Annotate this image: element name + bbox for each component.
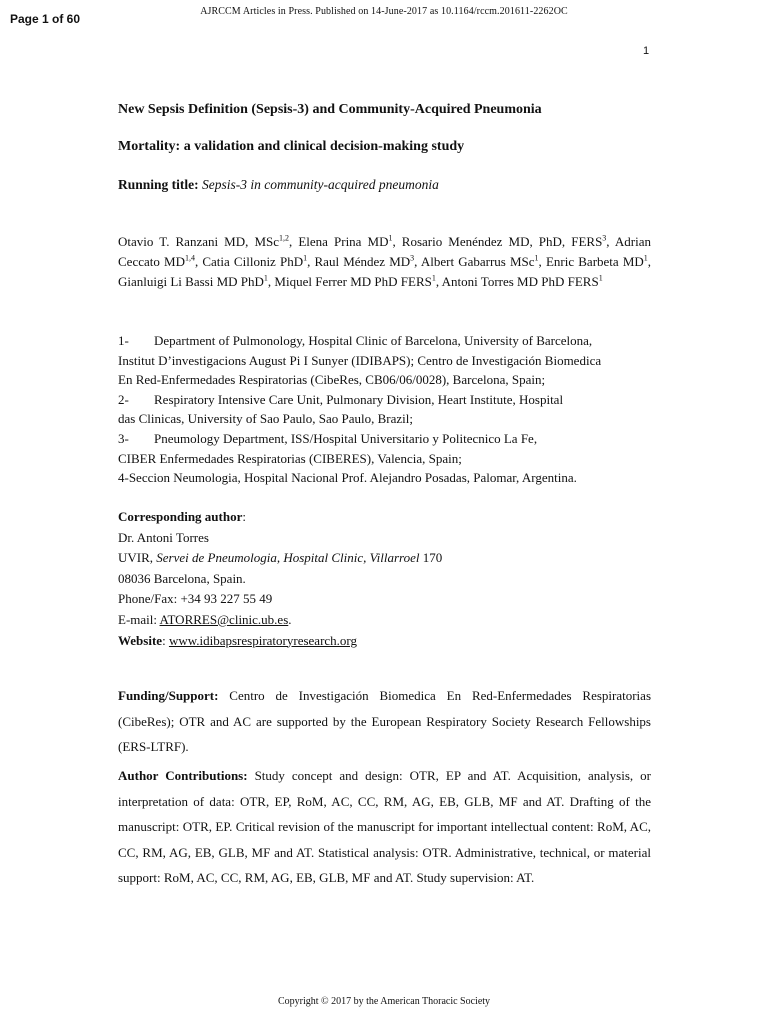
email-end: . <box>288 611 292 627</box>
author-name: Rosario Menéndez MD, PhD, FERS <box>401 234 603 249</box>
author-name: Gianluigi Li Bassi MD PhD <box>118 274 264 289</box>
website-row <box>118 631 651 652</box>
page-number: 1 <box>643 45 650 57</box>
contributions-label: Author Contributions: <box>118 768 248 783</box>
author-name: Enric Barbeta MD <box>545 254 644 269</box>
website-label: Website <box>118 632 163 648</box>
corresponding-author-name: Dr. Antoni Torres <box>118 529 209 545</box>
corresponding-author-label: Corresponding author <box>118 509 243 524</box>
author-name: Raul Méndez MD <box>314 254 411 269</box>
affiliation-2-line-1 <box>118 390 651 410</box>
corresponding-author-city: 08036 Barcelona, Spain. <box>118 570 246 586</box>
title-line-1: New Sepsis Definition (Sepsis-3) and Community-Acquired Pneumonia <box>118 102 542 117</box>
address-service: Servei de Pneumologia, Hospital Clinic, Villarroel <box>156 550 420 566</box>
author-affiliation-sup: 3 <box>602 233 607 243</box>
affiliation-3-line-2: CIBER Enfermedades Respiratorias (CIBERES), Valencia, Spain; <box>118 450 462 466</box>
author-affiliation-sup: 1 <box>303 253 308 263</box>
affiliation-3-number: 3- <box>118 430 129 446</box>
author-name: Adrian Ceccato MD <box>118 234 652 269</box>
author-name: Albert Gabarrus MSc <box>420 254 535 269</box>
affiliation-1-number: 1- <box>118 333 129 348</box>
author-name: Catia Cilloniz PhD <box>202 254 304 269</box>
author <box>402 234 615 249</box>
author <box>546 254 651 269</box>
author-affiliation-sup: 1 <box>263 273 268 283</box>
author <box>118 274 274 289</box>
contributions-paragraph <box>118 763 651 891</box>
address-unit: UVIR, <box>118 550 157 566</box>
author <box>298 234 401 249</box>
author-affiliation-sup: 1,4 <box>184 253 195 263</box>
corresponding-author-phone: Phone/Fax: +34 93 227 55 49 <box>118 591 273 607</box>
author <box>442 274 603 289</box>
author-list <box>118 232 651 292</box>
address-street-number: 170 <box>419 550 443 566</box>
correspondence-block <box>118 507 651 651</box>
author <box>118 234 298 249</box>
website-sep: : <box>162 632 169 648</box>
title-line-2: Mortality: a validation and clinical decision-making study <box>118 139 465 154</box>
corresponding-author-email-row <box>118 610 651 631</box>
website-link[interactable]: www.idibapsrespiratoryresearch.org <box>168 632 358 648</box>
author-affiliation-sup: 1 <box>534 253 539 263</box>
running-title-text: Sepsis-3 in community-acquired pneumonia <box>202 177 439 192</box>
page-count: Page 1 of 60 <box>10 12 81 26</box>
author-separator: , <box>392 234 402 249</box>
author-affiliation-sup: 1 <box>643 253 648 263</box>
affiliation-2-text: Respiratory Intensive Care Unit, Pulmonary Division, Heart Institute, Hospital <box>154 391 564 407</box>
funding-label: Funding/Support: <box>118 688 219 703</box>
running-title <box>118 177 439 193</box>
affiliation-3-line-1 <box>118 429 651 449</box>
author-affiliation-sup: 1,2 <box>279 233 290 243</box>
author-name: Elena Prina MD <box>298 234 389 249</box>
author-name: Antoni Torres MD PhD FERS <box>441 274 599 289</box>
publication-banner: AJRCCM Articles in Press. Published on 14-June-2017 as 10.1164/rccm.201611-2262OC <box>200 6 568 17</box>
copyright-footer: Copyright © 2017 by the American Thoracic Society <box>277 996 491 1007</box>
corresponding-author-address <box>118 548 651 569</box>
author-separator: , <box>606 234 615 249</box>
author-separator: , <box>414 254 421 269</box>
affiliation-1-line-1 <box>118 331 651 351</box>
author-name: Miquel Ferrer MD PhD FERS <box>274 274 432 289</box>
corresponding-author-sep: : <box>242 509 246 524</box>
author-separator: , <box>289 234 299 249</box>
author-separator: , <box>435 274 442 289</box>
author-separator: , <box>538 254 546 269</box>
contributions-text: Study concept and design: OTR, EP and AT. Acquisition, analysis, or interpretation of data: OTR, EP, RoM, AC, CC, RM, AG, EB, GLB, MF and AT. Drafting of the manuscript: OTR, EP. Critical revision of the manuscript for important intellectual content: RoM, AC, CC, RM, AG, EB, GLB, MF and AT. Statistical analysis: OTR. Administrative, technical, or material support: RoM, AC, CC, RM, AG, EB, GLB, MF and AT. Study supervision: AT. <box>118 768 651 885</box>
affiliations <box>118 331 651 488</box>
email-label: E-mail: <box>118 611 160 627</box>
funding-paragraph <box>118 683 651 760</box>
affiliation-1-line-2: Institut D’investigacions August Pi I Sunyer (IDIBAPS); Centro de Investigación Biomedica <box>118 352 602 368</box>
email-link[interactable]: ATORRES@clinic.ub.es <box>159 611 289 627</box>
affiliation-3-text: Pneumology Department, ISS/Hospital Universitario y Politecnico La Fe, <box>154 430 538 446</box>
author <box>274 274 441 289</box>
author <box>421 254 546 269</box>
author-affiliation-sup: 1 <box>431 273 436 283</box>
author-separator: , <box>647 254 652 269</box>
author-affiliation-sup: 1 <box>388 233 393 243</box>
author-separator: , <box>307 254 315 269</box>
author-separator: , <box>267 274 275 289</box>
affiliation-2-line-2: das Clinicas, University of Sao Paulo, Sao Paulo, Brazil; <box>118 411 413 427</box>
affiliation-4: 4-Seccion Neumologia, Hospital Nacional Prof. Alejandro Posadas, Palomar, Argentina. <box>118 470 577 486</box>
author-separator: , <box>194 254 203 269</box>
author <box>202 254 314 269</box>
author-name: Otavio T. Ranzani MD, MSc <box>118 234 280 249</box>
author-affiliation-sup: 3 <box>410 253 415 263</box>
author <box>315 254 421 269</box>
funding-text: Centro de Investigación Biomedica En Red-Enfermedades Respiratorias (CibeRes); OTR and AC are supported by the European Respiratory Society Research Fellowships (ERS-LTRF). <box>118 688 651 754</box>
author-affiliation-sup: 1 <box>598 273 603 283</box>
affiliation-1-line-3: En Red-Enfermedades Respiratorias (CibeRes, CB06/06/0028), Barcelona, Spain; <box>118 372 546 388</box>
running-title-label: Running title: <box>118 177 199 192</box>
affiliation-1-text: Department of Pulmonology, Hospital Clinic of Barcelona, University of Barcelona, <box>154 333 593 348</box>
affiliation-2-number: 2- <box>118 391 129 407</box>
